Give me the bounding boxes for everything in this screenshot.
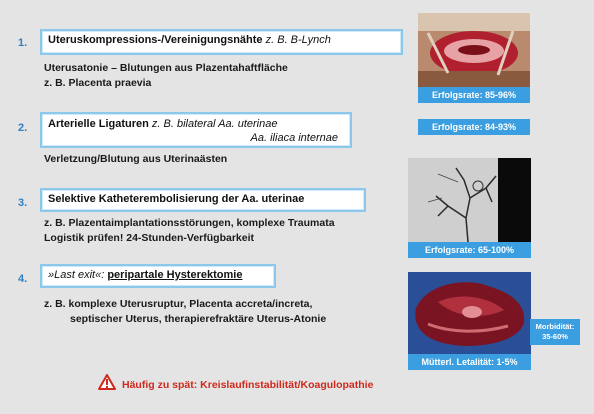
item-4-title-underlined: peripartale Hysterektomie xyxy=(107,269,243,281)
item-4-morbidity-rate xyxy=(530,319,580,345)
item-3-number: 3. xyxy=(18,197,28,209)
item-4-title xyxy=(40,264,276,288)
item-2-title-italic: z. B. bilateral Aa. uterinae xyxy=(151,118,278,130)
item-4-description xyxy=(44,297,326,327)
item-2-title xyxy=(40,112,352,148)
warning-text: Häufig zu spät: Kreislaufinstabilität/Koagulopathie xyxy=(122,378,374,391)
item-4-morbidity-label: Morbidität: xyxy=(535,322,575,331)
surgical-photo-uterus xyxy=(418,13,530,87)
item-3-desc-line-2: Logistik prüfen! 24-Stunden-Verfügbarkeit xyxy=(44,232,255,244)
item-3-title xyxy=(40,188,366,212)
item-1-number: 1. xyxy=(18,37,28,49)
item-1-title xyxy=(40,29,403,55)
item-2-number: 2. xyxy=(18,122,28,134)
item-1-description xyxy=(44,61,288,91)
item-2-desc-line-1: Verletzung/Blutung aus Uterinaästen xyxy=(44,153,228,165)
angiography-image xyxy=(408,158,531,242)
item-2-success-rate: Erfolgsrate: 84-93% xyxy=(418,119,530,135)
item-1-success-rate: Erfolgsrate: 85-96% xyxy=(418,87,530,103)
item-4-morbidity-value: 35-60% xyxy=(542,332,568,341)
item-3-success-rate: Erfolgsrate: 65-100% xyxy=(408,242,531,258)
item-2-title-italic-2: Aa. iliaca internae xyxy=(250,132,338,144)
hysterectomy-specimen-photo xyxy=(408,272,531,354)
item-1-title-italic: z. B. B-Lynch xyxy=(265,34,331,46)
item-3-title-main: Selektive Katheterembolisierung der Aa. uterinae xyxy=(48,193,305,205)
item-4-desc-line-1: z. B. komplexe Uterusruptur, Placenta accreta/increta, xyxy=(44,298,313,310)
item-4-desc-line-2: septischer Uterus, therapierefraktäre Uterus-Atonie xyxy=(70,313,327,325)
item-2-title-main: Arterielle Ligaturen xyxy=(48,118,149,130)
item-1-title-main: Uteruskompressions-/Vereinigungsnähte xyxy=(48,34,263,46)
item-2-description xyxy=(44,152,227,167)
item-3-description xyxy=(44,216,335,246)
item-4-title-prefix: »Last exit«: xyxy=(48,269,105,281)
item-1-desc-line-1: Uterusatonie – Blutungen aus Plazentahaftfläche xyxy=(44,62,288,74)
item-1-desc-line-2: z. B. Placenta praevia xyxy=(44,77,152,89)
item-4-number: 4. xyxy=(18,273,28,285)
warning-triangle-icon xyxy=(98,374,116,395)
warning-banner xyxy=(98,374,373,395)
item-4-mortality-rate: Mütterl. Letalität: 1-5% xyxy=(408,354,531,370)
item-3-desc-line-1: z. B. Plazentaimplantationsstörungen, komplexe Traumata xyxy=(44,217,335,229)
